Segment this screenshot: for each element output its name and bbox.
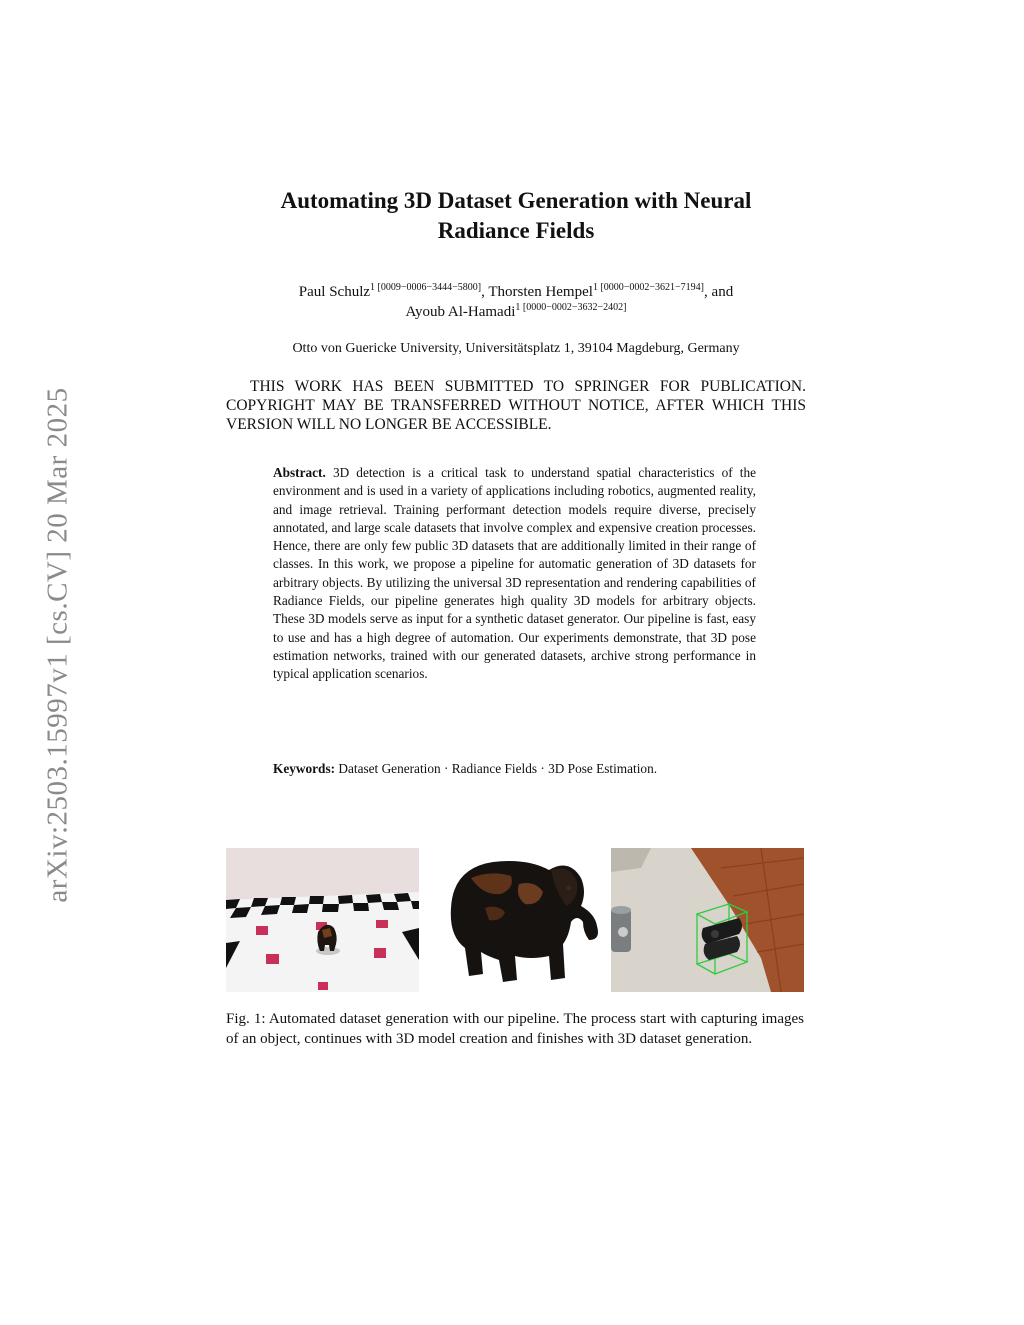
author-name: Paul Schulz [298, 284, 371, 300]
figure-caption: Fig. 1: Automated dataset generation with our pipeline. The process start with capturing images of an object, continues with 3D model creation and finishes with 3D dataset generation. [226, 1011, 804, 1047]
figure-panel-synthetic-dataset [611, 848, 804, 992]
figure-panel-3d-model [431, 848, 624, 992]
author-separator: , [481, 284, 489, 300]
keywords-label: Keywords: [273, 761, 336, 776]
author-orcid: 1 [0000−0002−3632−2402] [515, 302, 627, 313]
capture-photo-illustration [226, 848, 419, 992]
figure-1 [226, 848, 804, 992]
title-line-2: Radiance Fields [437, 218, 595, 243]
abstract-text: 3D detection is a critical task to understand spatial characteristics of the environment and is used in a variety of applications including robotics, augmented reality, and image retrieval. Training performant detection models require diverse, precisely annotated, and large scale datasets that involve complex and expensive creation processes. Hence, there are only few public 3D datasets that are additionally limited in their range of classes. In this work, we propose a pipeline for automatic generation of 3D datasets for arbitrary objects. By utilizing the universal 3D representation and rendering capabilities of Radiance Fields, our pipeline generates high quality 3D models for arbitrary objects. These 3D models serve as input for a synthetic dataset generator. Our pipeline is fast, easy to use and has a high degree of automation. Our experiments demonstrate, that 3D pose estimation networks, trained with our generated datasets, archive strong performance in typical application scenarios. [273, 465, 756, 682]
abstract [273, 464, 756, 684]
author-list [226, 282, 806, 322]
author-orcid: 1 [0009−0006−3444−5800] [370, 282, 482, 293]
author-separator: , and [704, 284, 734, 300]
title-line-1: Automating 3D Dataset Generation with Neural [280, 188, 752, 213]
elephant-model-illustration [431, 848, 603, 992]
keywords-text: Dataset Generation · Radiance Fields · 3D Pose Estimation. [338, 761, 658, 776]
paper-title [226, 186, 806, 246]
submission-notice: THIS WORK HAS BEEN SUBMITTED TO SPRINGER FOR PUBLICATION. COPYRIGHT MAY BE TRANSFERRED WITHOUT NOTICE, AFTER WHICH THIS VERSION WILL NO LONGER BE ACCESSIBLE. [226, 378, 806, 433]
author-name: Thorsten Hempel [488, 284, 593, 300]
keywords [273, 760, 756, 778]
abstract-label: Abstract. [273, 465, 326, 480]
synthetic-scene-illustration [611, 848, 804, 992]
figure-panel-capture [226, 848, 419, 992]
author-name: Ayoub Al-Hamadi [405, 304, 516, 320]
author-orcid: 1 [0000−0002−3621−7194] [592, 282, 705, 293]
affiliation: Otto von Guericke University, Universitätsplatz 1, 39104 Magdeburg, Germany [292, 341, 740, 356]
arxiv-stamp: arXiv:2503.15997v1 [cs.CV] 20 Mar 2025 [41, 387, 74, 903]
